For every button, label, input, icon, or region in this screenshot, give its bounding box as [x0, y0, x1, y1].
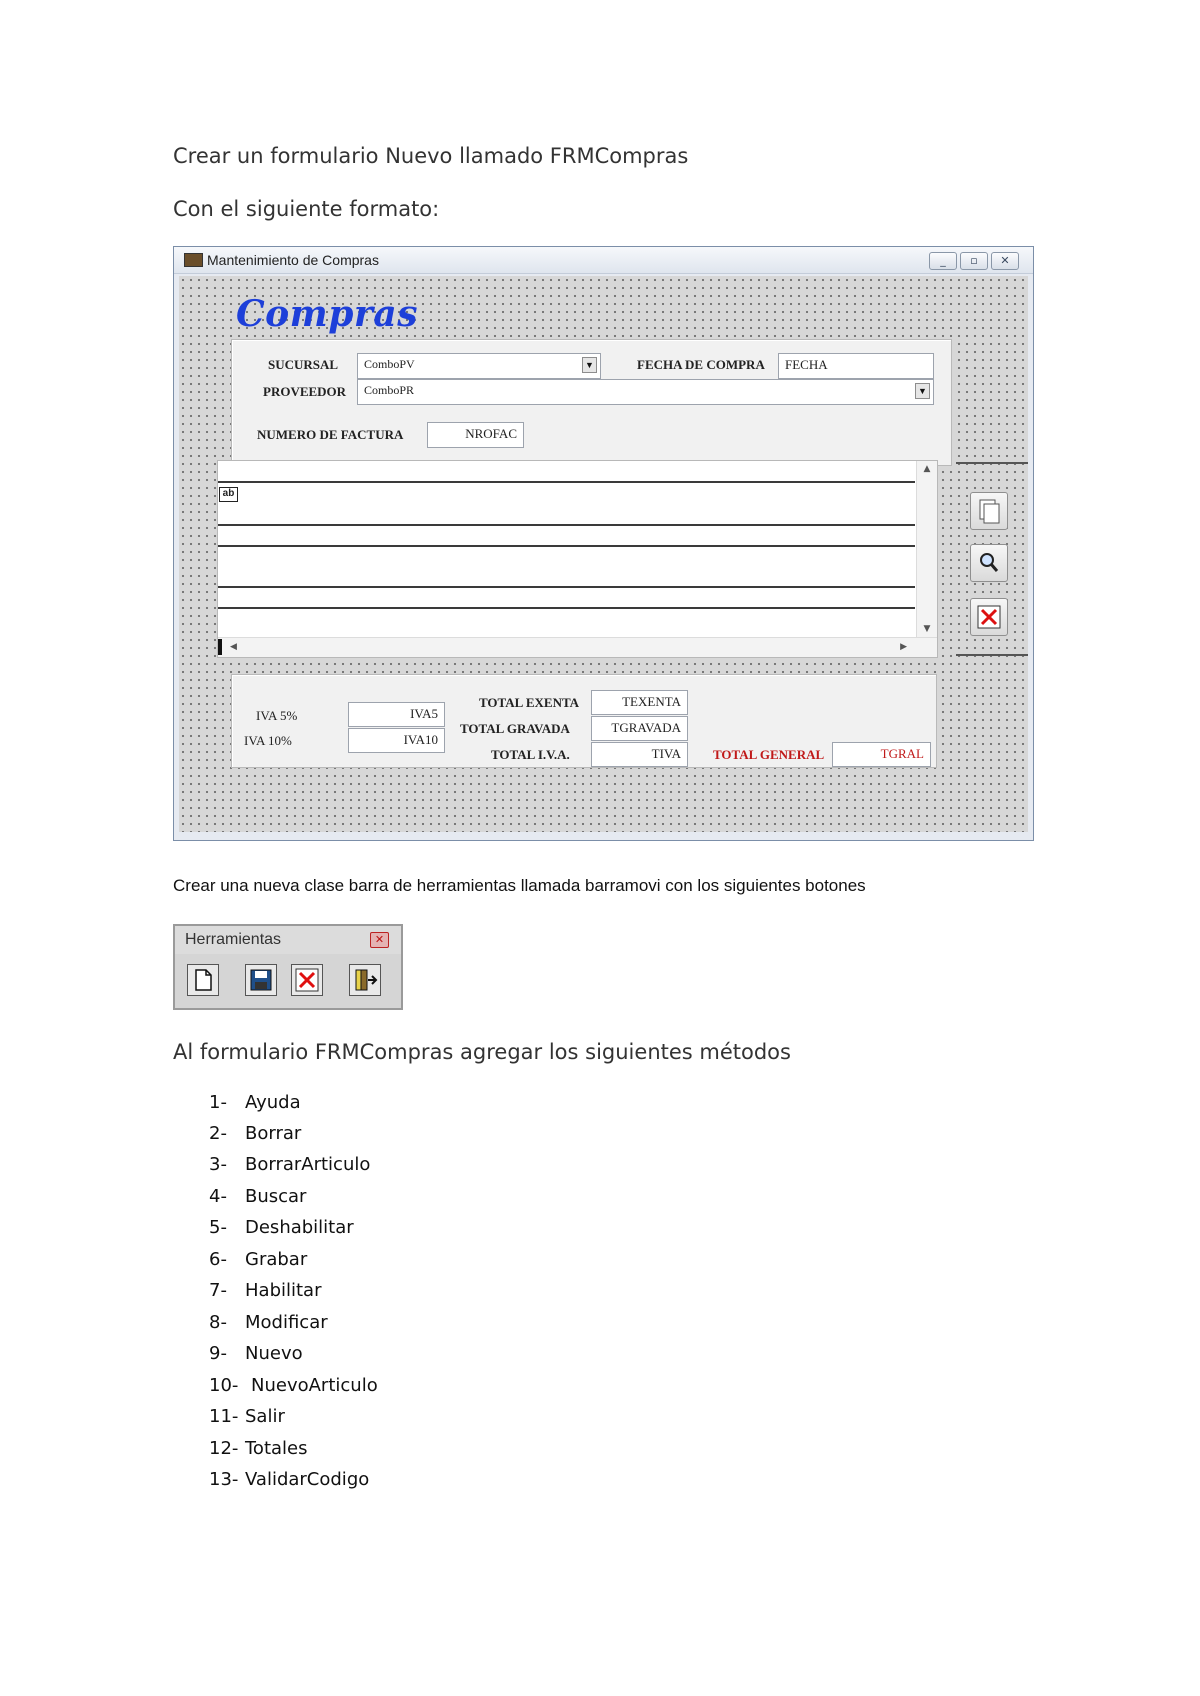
grid-horizontal-scrollbar[interactable] — [218, 637, 937, 657]
detail-grid — [217, 460, 938, 658]
iva5-label: IVA 5% — [256, 708, 298, 723]
scroll-up-icon[interactable]: ▲ — [923, 464, 931, 474]
grid-row-marker — [218, 639, 222, 655]
iva10-field[interactable]: IVA10 — [348, 728, 445, 753]
grid-textbox-cell[interactable]: ab — [219, 487, 238, 502]
side-rule-bottom — [956, 654, 1028, 656]
delete-button[interactable] — [291, 964, 323, 996]
minimize-icon[interactable]: _ — [929, 252, 957, 270]
proveedor-combo[interactable] — [357, 379, 934, 405]
sucursal-combo-value: ComboPV — [364, 357, 415, 371]
list-item: 7- Habilitar — [209, 1280, 322, 1301]
iva5-field[interactable]: IVA5 — [348, 702, 445, 727]
list-item: 3- BorrarArticulo — [209, 1154, 371, 1175]
factura-label: NUMERO DE FACTURA — [257, 427, 404, 442]
scroll-left-icon[interactable]: ◀ — [230, 642, 237, 652]
form-logo: Compras — [236, 293, 418, 335]
chevron-down-icon[interactable]: ▼ — [915, 383, 930, 399]
intro-line-2: Con el siguiente formato: — [173, 197, 440, 221]
list-item: 9- Nuevo — [209, 1343, 303, 1364]
grid-row-line — [218, 481, 915, 483]
iva10-label: IVA 10% — [244, 733, 292, 748]
list-item: 13- ValidarCodigo — [209, 1469, 370, 1490]
tiva-field[interactable]: TIVA — [591, 742, 688, 767]
list-item: 1- Ayuda — [209, 1092, 301, 1113]
methods-intro: Al formulario FRMCompras agregar los siguientes métodos — [173, 1040, 791, 1064]
proveedor-label: PROVEEDOR — [263, 384, 347, 399]
list-item: 8- Modificar — [209, 1312, 328, 1333]
documents-icon — [971, 493, 1007, 529]
scroll-down-icon[interactable]: ▼ — [923, 624, 931, 634]
close-icon[interactable]: ✕ — [370, 932, 389, 948]
list-item: 4- Buscar — [209, 1186, 307, 1207]
gravada-label: TOTAL GRAVADA — [460, 721, 570, 736]
toolbar-titlebar — [175, 926, 401, 954]
chevron-down-icon[interactable]: ▼ — [582, 357, 597, 373]
window-titlebar — [174, 247, 1033, 274]
factura-field[interactable]: NROFAC — [427, 422, 524, 448]
maximize-icon[interactable]: ▫ — [960, 252, 988, 270]
grid-row-line — [218, 586, 915, 588]
list-item: 6- Grabar — [209, 1249, 308, 1270]
sucursal-label: SUCURSAL — [268, 357, 339, 372]
scroll-right-icon[interactable]: ▶ — [900, 642, 907, 652]
toolbar-note: Crear una nueva clase barra de herramientas llamada barramovi con los siguientes botones — [173, 876, 866, 895]
proveedor-combo-value: ComboPR — [364, 383, 415, 397]
new-document-icon — [188, 965, 218, 995]
exenta-field[interactable]: TEXENTA — [591, 690, 688, 715]
gravada-field[interactable]: TGRAVADA — [591, 716, 688, 741]
close-icon[interactable]: ✕ — [991, 252, 1019, 270]
list-item: 10- NuevoArticulo — [209, 1375, 378, 1396]
list-item: 2- Borrar — [209, 1123, 302, 1144]
grid-row-line — [218, 545, 915, 547]
side-rule-top — [956, 462, 1028, 464]
toolbar-title: Herramientas — [185, 931, 282, 948]
exit-door-icon — [350, 965, 380, 995]
fecha-field[interactable]: FECHA — [778, 353, 934, 379]
save-disk-icon — [246, 965, 276, 995]
search-button[interactable] — [970, 544, 1008, 582]
toolbar-screenshot — [173, 924, 403, 1010]
intro-line-1: Crear un formulario Nuevo llamado FRMCompras — [173, 144, 689, 168]
sucursal-combo[interactable] — [357, 353, 601, 379]
exenta-label: TOTAL EXENTA — [479, 695, 580, 710]
tiva-label: TOTAL I.V.A. — [491, 747, 570, 762]
general-label: TOTAL GENERAL — [713, 747, 825, 762]
search-icon — [971, 545, 1007, 581]
new-article-button[interactable] — [970, 492, 1008, 530]
fecha-label: FECHA DE COMPRA — [637, 357, 765, 372]
delete-article-button[interactable] — [970, 598, 1008, 636]
form-screenshot — [173, 246, 1034, 841]
grid-row-line — [218, 607, 915, 609]
exit-button[interactable] — [349, 964, 381, 996]
list-item: 12- Totales — [209, 1438, 308, 1459]
list-item: 5- Deshabilitar — [209, 1217, 354, 1238]
window-app-icon — [184, 253, 203, 267]
delete-icon — [971, 599, 1007, 635]
grid-row-line — [218, 524, 915, 526]
general-field[interactable]: TGRAL — [832, 742, 931, 767]
save-button[interactable] — [245, 964, 277, 996]
list-item: 11- Salir — [209, 1406, 285, 1427]
window-title: Mantenimiento de Compras — [207, 252, 379, 268]
delete-icon — [292, 965, 322, 995]
grid-vertical-scrollbar[interactable] — [916, 461, 937, 637]
new-button[interactable] — [187, 964, 219, 996]
